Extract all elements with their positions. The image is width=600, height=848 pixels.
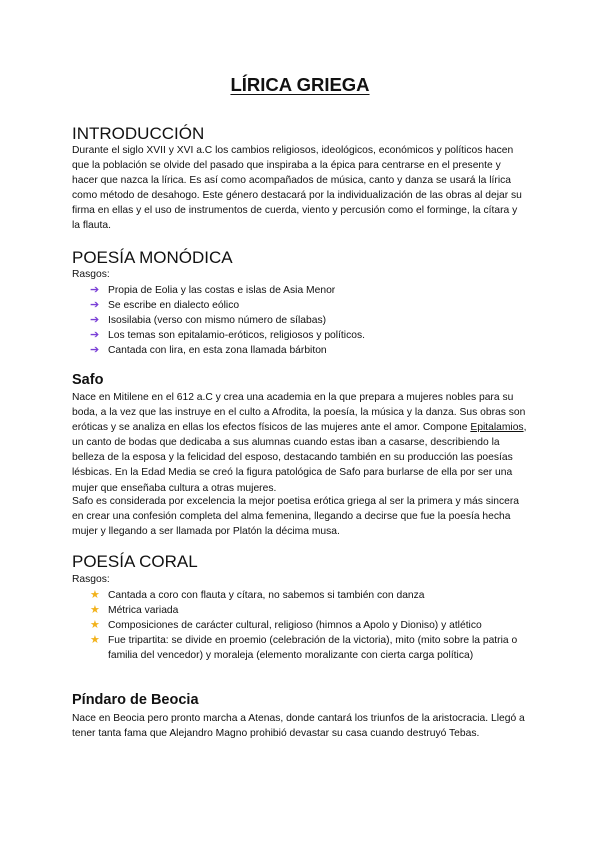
star-bullet-icon: ★ [90, 589, 100, 601]
intro-heading: INTRODUCCIÓN [72, 124, 205, 143]
safo-paragraph-1: Nace en Mitilene en el 612 a.C y crea una academia en la que prepara a mujeres nobles para su boda, a la vez que las instruye en el culto a Afrodita, la poesía, la música y la danza. Sus obras son eróticas y se analiza en ellas los efectos físicos de las mujeres ante el amor. Compone Epitalamios, un canto de bodas que dedicaba a sus alumnas cuando estas iban a casarse, describiendo la belleza de la esposa y la felicidad del esposo, destacando también en su producción las poesías lésbicas. En la Edad Media se creó la figura patológica de Safo para burlarse de ella por ser una mujer que enseñaba cultura a otras mujeres. [72, 392, 527, 494]
list-item: ➔ Se escribe en dialecto eólico [90, 298, 528, 313]
arrow-bullet-icon: ➔ [90, 329, 100, 342]
star-bullet-icon: ★ [90, 604, 100, 617]
arrow-bullet-icon: ➔ [90, 344, 100, 357]
list-item: ➔ Isosilabia (verso con mismo número de sílabas) [90, 313, 528, 328]
safo-paragraph-2: Safo es considerada por excelencia la mejor poetisa erótica griega al ser la primera y más sincera en crear una confesión completa del alma femenina, llegando a decirse que fue la poesía hecha mujer y llegando a ser llamada por Platón la décima musa. [72, 496, 519, 538]
coral-list [90, 588, 528, 663]
coral-label: Rasgos: [72, 574, 110, 585]
monodica-label: Rasgos: [72, 269, 110, 280]
coral-heading: POESÍA CORAL [72, 552, 198, 571]
pindaro-paragraph: Nace en Beocia pero pronto marcha a Atenas, donde cantará los triunfos de la aristocracia. Llegó a tener tanta fama que Alejandro Magno prohibió devastar su casa cuando destruyó Tebas. [72, 713, 525, 740]
monodica-list [90, 283, 528, 358]
epitalamios-underlined: Epitalamios [470, 422, 524, 434]
list-item: ★ Fue tripartita: se divide en proemio (celebración de la victoria), mito (mito sobre la patria o familia del vencedor) y moraleja (elemento moralizante con cierta carga política) [90, 634, 518, 662]
page-title: LÍRICA GRIEGA [230, 74, 370, 95]
list-item: ★ Composiciones de carácter cultural, religioso (himnos a Apolo y Dioniso) y atlético [90, 618, 528, 633]
pindaro-heading: Píndaro de Beocia [72, 692, 199, 708]
list-item: ➔ Cantada con lira, en esta zona llamada bárbiton [90, 343, 528, 358]
list-item: ➔ Los temas son epitalamio-eróticos, religiosos y políticos. [90, 328, 528, 343]
arrow-bullet-icon: ➔ [90, 314, 100, 327]
arrow-bullet-icon: ➔ [90, 299, 100, 312]
list-item: ★ Cantada a coro con flauta y cítara, no sabemos si también con danza [90, 588, 528, 603]
list-item: ➔ Propia de Eolia y las costas e islas de Asia Menor [90, 283, 528, 298]
arrow-bullet-icon: ➔ [90, 284, 100, 296]
safo-heading: Safo [72, 372, 104, 388]
monodica-heading: POESÍA MONÓDICA [72, 248, 233, 267]
intro-paragraph: Durante el siglo XVII y XVI a.C los cambios religiosos, ideológicos, económicos y políticos hacen que la población se olvide del pasado que inspiraba a la épica para centrarse en el presente y hacer que nazca la lírica. Es así como acompañados de música, canto y danza se usará la lírica como método de desahogo. Este género destacará por la individualización de las obras al dejar su firma en ellas y el uso de instrumentos de cuerda, viento y percusión como el forminge, la cítara y la flauta. [72, 145, 522, 232]
list-item: ★ Métrica variada [90, 603, 528, 618]
star-bullet-icon: ★ [90, 619, 100, 632]
star-bullet-icon: ★ [90, 634, 100, 647]
